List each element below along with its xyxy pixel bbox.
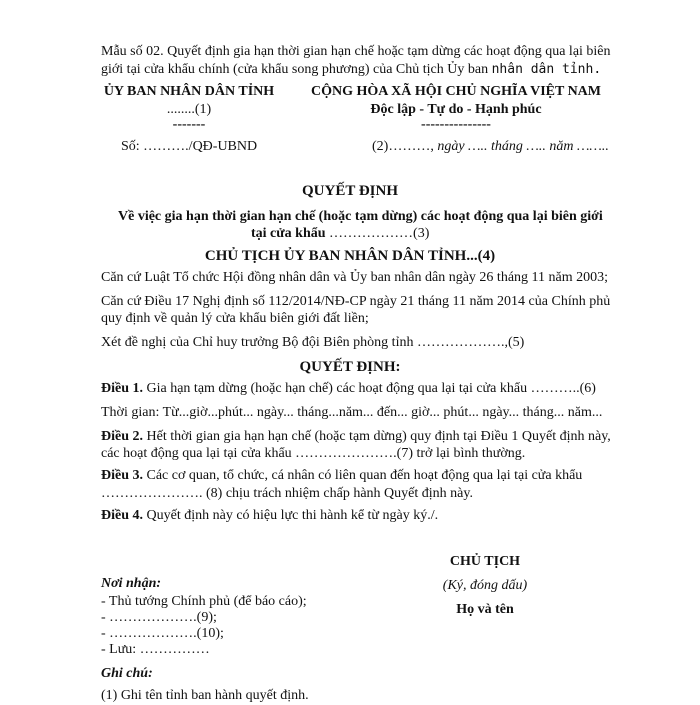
basis-line3: Xét đề nghị của Chỉ huy trưởng Bộ đội Biên phòng tỉnh ……………….,(5) (101, 335, 525, 350)
basis-line2: Căn cứ Điều 17 Nghị định số 112/2014/NĐ-CP ngày 21 tháng 11 năm 2014 của Chính phủ (101, 294, 611, 309)
article-2 (101, 428, 611, 446)
document-title: QUYẾT ĐỊNH (302, 183, 398, 199)
issuing-org: ỦY BAN NHÂN DÂN TỈNH (103, 84, 275, 99)
form-title-line1: Mẫu số 02. Quyết định gia hạn thời gian hạn chế hoặc tạm dừng các hoạt động qua lại biên (101, 44, 611, 59)
notes-label: Ghi chú: (101, 666, 153, 681)
article-3-label: Điều 3. (101, 468, 143, 483)
subject-line2-rest: ………………(3) (325, 226, 430, 241)
national-motto: Độc lập - Tự do - Hạnh phúc (370, 102, 542, 117)
article-4-label: Điều 4. (101, 508, 143, 523)
motto-dash: --------------- (421, 117, 491, 132)
recipient-item: - Lưu: …………… (101, 642, 210, 657)
article-3-text: Các cơ quan, tổ chức, cá nhân có liên quan đến hoạt động qua lại tại cửa khẩu (143, 468, 583, 483)
recipient-item: - ……………….(10); (101, 626, 224, 641)
issuing-org-dash: ------- (172, 117, 206, 132)
article-3-cont: …………………. (8) chịu trách nhiệm chấp hành Quyết định này. (101, 486, 473, 501)
article-2-cont: các hoạt động qua lại tại cửa khẩu ………………….(7) trở lại bình thường. (101, 446, 526, 461)
time-line: Thời gian: Từ...giờ...phút... ngày... tháng...năm... đến... giờ... phút... ngày... tháng... năm... (101, 405, 603, 420)
form-title-line2-text: giới tại cửa khẩu chính (cửa khẩu song phương) của Chủ tịch Ủy ban (101, 62, 492, 77)
recipients-label: Nơi nhận: (101, 576, 162, 591)
country-name: CỘNG HÒA XÃ HỘI CHỦ NGHĨA VIỆT NAM (310, 84, 601, 99)
article-4-text: Quyết định này có hiệu lực thi hành kể từ ngày ký./. (143, 508, 439, 523)
date-line (372, 138, 609, 156)
signer-name: Họ và tên (456, 602, 514, 617)
issuing-authority: CHỦ TỊCH ỦY BAN NHÂN DÂN TỈNH...(4) (204, 248, 496, 264)
recipient-item: - Thủ tướng Chính phủ (để báo cáo); (101, 594, 307, 609)
article-1-text: Gia hạn tạm dừng (hoặc hạn chế) các hoạt động qua lại tại cửa khẩu ………..(6) (143, 381, 596, 396)
decision-heading: QUYẾT ĐỊNH: (299, 359, 401, 375)
note-1: (1) Ghi tên tỉnh ban hành quyết định. (101, 688, 309, 703)
issuing-org-sub: ........(1) (166, 102, 212, 117)
subject-line2-bold: tại cửa khẩu (251, 226, 326, 241)
form-title-line2 (101, 61, 601, 79)
form-title-line2-stamp: nhân dân tỉnh. (491, 62, 602, 77)
date-place: (2)………, (372, 139, 438, 154)
article-3 (101, 467, 582, 485)
article-4 (101, 507, 438, 525)
article-1-label: Điều 1. (101, 381, 143, 396)
recipient-item: - ……………….(9); (101, 610, 217, 625)
subject-line2 (251, 225, 429, 243)
basis-line1: Căn cứ Luật Tổ chức Hội đồng nhân dân và Ủy ban nhân dân ngày 26 tháng 11 năm 2003; (101, 270, 609, 285)
date-text: ngày ….. tháng ….. năm …….. (437, 139, 609, 154)
article-2-label: Điều 2. (101, 429, 143, 444)
document-number: Số: ………./QĐ-UBND (121, 139, 258, 154)
article-1 (101, 380, 596, 398)
signature-title: CHỦ TỊCH (449, 554, 521, 569)
signature-note: (Ký, đóng dấu) (442, 578, 528, 593)
article-2-text: Hết thời gian gia hạn hạn chế (hoặc tạm dừng) quy định tại Điều 1 Quyết định này, (143, 429, 611, 444)
basis-line2-cont: quy định về quản lý cửa khẩu biên giới đất liền; (101, 311, 369, 326)
subject-line1: Về việc gia hạn thời gian hạn chế (hoặc tạm dừng) các hoạt động qua lại biên giới (118, 209, 603, 224)
